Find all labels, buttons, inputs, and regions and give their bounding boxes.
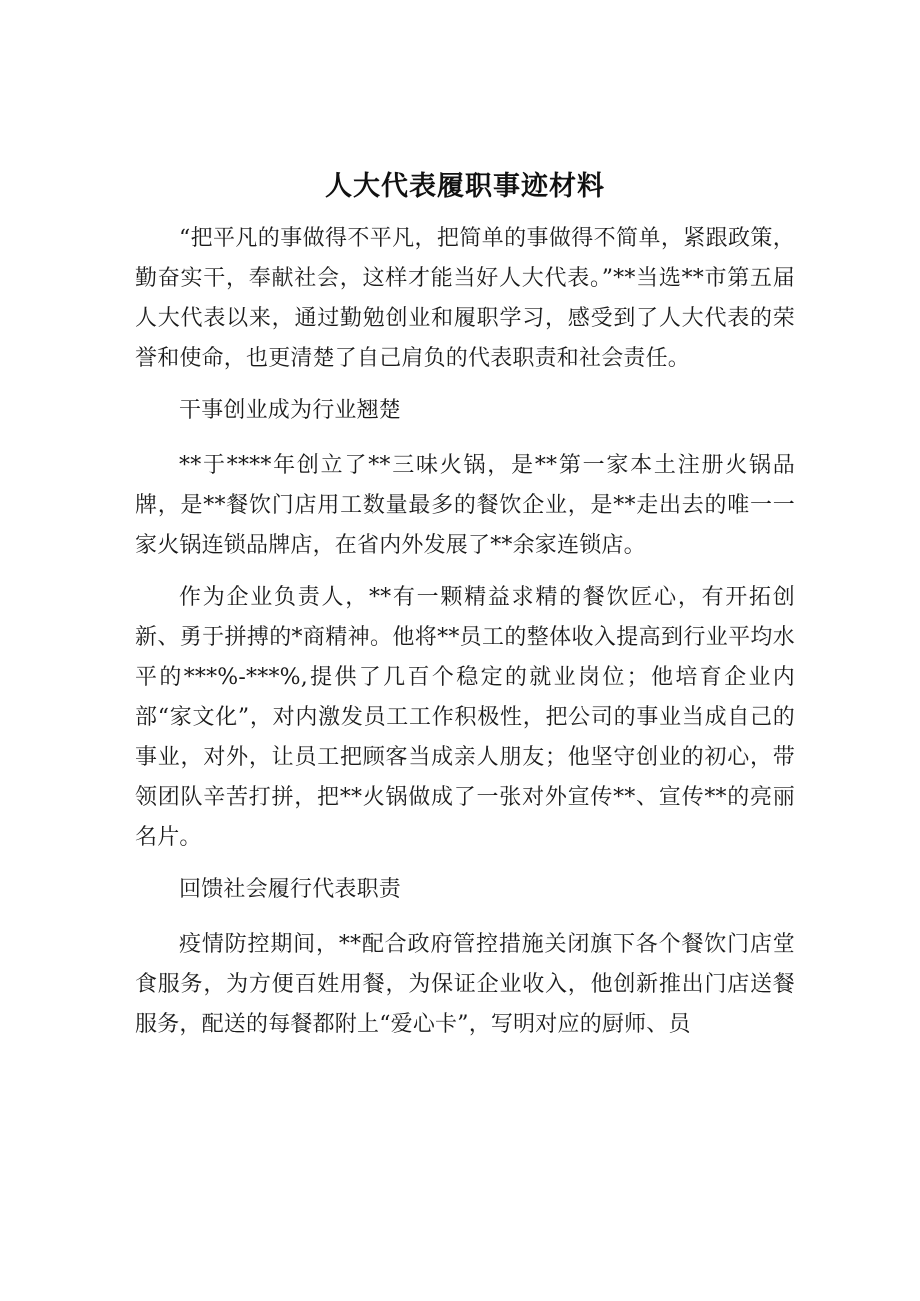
section-heading-career: 干事创业成为行业翘楚: [179, 398, 402, 423]
section-heading-society: 回馈社会履行代表职责: [179, 877, 402, 902]
intro-paragraph: “把平凡的事做得不平凡，把简单的事做得不简单，紧跟政策，勤奋实干，奉献社会，这样才能当好人大代表。”**当选**市第五届人大代表以来，通过勤勉创业和履职学习，感受到了人大代表的荣誉和使命，也更清楚了自己肩负的代表职责和社会责任。: [135, 226, 795, 371]
career-paragraph-2: 作为企业负责人，**有一颗精益求精的餐饮匠心，有开拓创新、勇于拼搏的*商精神。他将**员工的整体收入提高到行业平均水平的***%-***%,提供了几百个稳定的就业岗位；他培育企业内部“家文化”，对内激发员工工作积极性，把公司的事业当成自己的事业，对外，让员工把顾客当成亲人朋友；他坚守创业的初心，带领团队辛苦打拼，把**火锅做成了一张对外宣传**、宣传**的亮丽名片。: [135, 585, 795, 850]
document-body: [135, 165, 795, 1057]
society-paragraph-1: 疫情防控期间，**配合政府管控措施关闭旗下各个餐饮门店堂食服务，为方便百姓用餐，为保证企业收入，他创新推出门店送餐服务，配送的每餐都附上“爱心卡”，写明对应的厨师、员: [135, 932, 795, 1037]
career-paragraph-1: **于****年创立了**三味火锅，是**第一家本土注册火锅品牌，是**餐饮门店用工数量最多的餐饮企业，是**走出去的唯一一家火锅连锁品牌店，在省内外发展了**余家连锁店。: [135, 453, 795, 558]
document-title: 人大代表履职事迹材料: [325, 171, 605, 202]
